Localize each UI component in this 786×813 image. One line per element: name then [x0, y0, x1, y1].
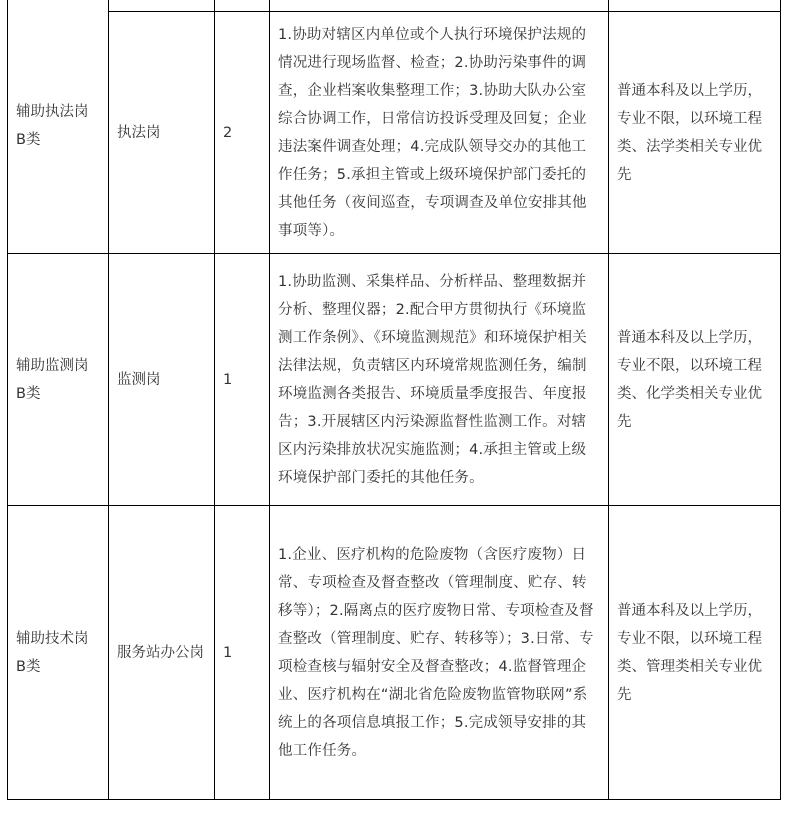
cell-duties: 1.协助对辖区内单位或个人执行环境保护法规的情况进行现场监督、检查；2.协助污染事件的调查，企业档案收集整理工作；3.协助大队办公室综合协调工作，日常信访投诉受理及回复；企业违法案件调查处理；4.完成队领导交办的其他工作任务；5.承担主管或上级环境保护部门委托的其他任务（夜间巡查，专项调查及单位安排其他事项等）。: [270, 12, 609, 254]
cell-count: 1: [215, 506, 270, 800]
table-row: [8, 254, 781, 506]
cell-stub: [270, 0, 609, 12]
cell-count: 2: [215, 12, 270, 254]
cell-category: 辅助技术岗 B类: [8, 506, 109, 800]
cell-count: 1: [215, 254, 270, 506]
job-positions-table: [7, 0, 781, 800]
job-positions-table-container: [7, 0, 780, 800]
table-row: [8, 506, 781, 800]
table-row: [8, 12, 781, 254]
cell-duties: 1.协助监测、采集样品、分析样品、整理数据并分析、整理仪器；2.配合甲方贯彻执行《环境监测工作条例》、《环境监测规范》和环境保护相关法律法规，负责辖区内环境常规监测任务，编制环境监测各类报告、环境质量季度报告、年度报告；3.开展辖区内污染源监督性监测工作。对辖区内污染排放状况实施监测；4.承担主管或上级环境保护部门委托的其他任务。: [270, 254, 609, 506]
cell-stub: [215, 0, 270, 12]
cell-requirements: 普通本科及以上学历，专业不限，以环境工程类、管理类相关专业优先: [609, 506, 781, 800]
cell-stub: [609, 0, 781, 12]
cell-requirements: 普通本科及以上学历，专业不限，以环境工程类、法学类相关专业优先: [609, 12, 781, 254]
cell-position: 执法岗: [109, 12, 215, 254]
table-row-clipped-previous: [8, 0, 781, 12]
cell-position: 监测岗: [109, 254, 215, 506]
cell-stub: [109, 0, 215, 12]
cell-category: [8, 0, 109, 254]
cell-requirements: 普通本科及以上学历，专业不限，以环境工程类、化学类相关专业优先: [609, 254, 781, 506]
category-text: 辅助执法岗 B类: [16, 104, 89, 149]
cell-category: 辅助监测岗 B类: [8, 254, 109, 506]
cell-duties: 1.企业、医疗机构的危险废物（含医疗废物）日常、专项检查及督查整改（管理制度、贮存、转移等）；2.隔离点的医疗废物日常、专项检查及督查整改（管理制度、贮存、转移等）；3.日常、专项检查核与辐射安全及督查整改；4.监督管理企业、医疗机构在“湖北省危险废物监管物联网”系统上的各项信息填报工作；5.完成领导安排的其他工作任务。: [270, 506, 609, 800]
cell-position: 服务站办公岗: [109, 506, 215, 800]
